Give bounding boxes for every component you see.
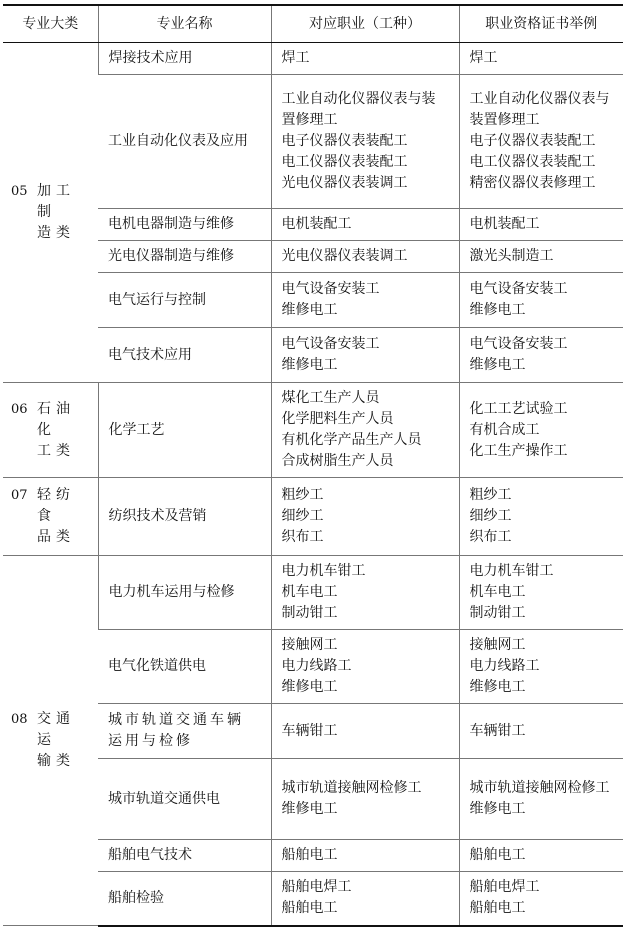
table-header [3, 5, 623, 43]
cert-item: 接触网工 [469, 637, 526, 653]
job-item: 船舶电工 [281, 847, 338, 863]
job-item: 接触网工 [281, 637, 338, 653]
job-item: 工业自动化仪器仪表与装置修理工 [281, 91, 436, 128]
major-name: 电机电器制造与维修 [108, 216, 234, 232]
jobs-cell [271, 75, 459, 209]
jobs-cell [271, 840, 459, 872]
cert-item: 化工工艺试验工 [469, 400, 568, 417]
major-cell [98, 478, 271, 556]
certs-cell [459, 273, 623, 328]
major-name: 工业自动化仪表及应用 [108, 133, 248, 149]
major-name: 光电仪器制造与维修 [108, 248, 234, 264]
cert-item: 电气设备安装工 [469, 336, 568, 352]
job-item: 电机装配工 [281, 216, 352, 232]
category-name: 加工制 造类 [37, 183, 75, 241]
cert-item: 电气设备安装工 [469, 281, 568, 297]
job-item: 电子仪器仪表装配工 [281, 133, 408, 149]
major-name: 焊接技术应用 [108, 50, 193, 66]
job-item: 维修电工 [281, 801, 338, 817]
job-item: 城市轨道接触网检修工 [281, 780, 422, 796]
certs-cell [459, 209, 623, 241]
certs-cell [459, 328, 623, 383]
job-item: 电力线路工 [281, 658, 352, 674]
category-label [11, 709, 92, 772]
major-cell [98, 75, 271, 209]
jobs-cell [271, 556, 459, 630]
category-code: 05 [11, 184, 28, 199]
major-name: 化学工艺 [108, 421, 165, 438]
cert-item: 维修电工 [469, 302, 526, 318]
header-jobs: 对应职业（工种） [271, 5, 459, 43]
job-item: 电气设备安装工 [281, 336, 380, 352]
header-certs: 职业资格证书举例 [459, 5, 623, 43]
major-cell [98, 872, 271, 926]
cert-item: 城市轨道接触网检修工 [469, 780, 610, 796]
category-code: 08 [11, 712, 28, 727]
category-name: 轻纺食 品类 [37, 487, 75, 545]
major-cell [98, 840, 271, 872]
table-body [3, 43, 623, 926]
cert-item: 电子仪器仪表装配工 [469, 133, 596, 149]
major-cell [98, 630, 271, 704]
jobs-cell [271, 43, 459, 75]
category-label [11, 485, 92, 548]
certs-cell [459, 43, 623, 75]
job-item: 电工仪器仪表装配工 [281, 154, 408, 170]
certs-cell [459, 75, 623, 209]
cert-item: 船舶电工 [469, 900, 526, 917]
certs-cell [459, 383, 623, 478]
cert-item: 焊工 [469, 50, 498, 66]
cert-item: 粗纱工 [469, 487, 512, 503]
jobs-cell [271, 759, 459, 840]
job-item: 维修电工 [281, 357, 338, 373]
job-item: 织布工 [281, 529, 324, 545]
jobs-cell [271, 209, 459, 241]
major-name: 城市轨道交通供电 [108, 790, 220, 807]
job-item: 船舶电焊工 [281, 879, 352, 896]
major-cell [98, 704, 271, 759]
table-row [3, 383, 623, 478]
certs-cell [459, 872, 623, 926]
job-item: 维修电工 [281, 302, 338, 318]
job-item: 车辆钳工 [281, 722, 338, 739]
major-cell [98, 328, 271, 383]
job-item: 焊工 [281, 50, 310, 66]
jobs-cell [271, 328, 459, 383]
category-name: 石油化 工类 [37, 400, 75, 459]
jobs-cell [271, 383, 459, 478]
job-item: 制动钳工 [281, 605, 338, 621]
category-cell [3, 43, 98, 383]
major-name: 电气技术应用 [108, 346, 192, 363]
job-item: 电气设备安装工 [281, 281, 380, 297]
job-item: 化学肥料生产人员 [281, 411, 394, 427]
jobs-cell [271, 273, 459, 328]
jobs-cell [271, 872, 459, 926]
category-label [11, 399, 92, 462]
cert-item: 电机装配工 [469, 216, 540, 232]
cert-item: 制动钳工 [469, 605, 526, 621]
job-item: 光电仪器仪表装调工 [281, 248, 408, 264]
cert-item: 细纱工 [469, 508, 512, 524]
cert-item: 织布工 [469, 529, 512, 545]
occupation-table [3, 4, 623, 927]
jobs-cell [271, 478, 459, 556]
category-code: 06 [11, 401, 28, 417]
category-cell [3, 556, 98, 926]
category-cell [3, 478, 98, 556]
certs-cell [459, 241, 623, 273]
category-code: 07 [11, 488, 28, 503]
major-name: 船舶电气技术 [108, 847, 192, 863]
major-cell [98, 759, 271, 840]
job-item: 粗纱工 [281, 487, 324, 503]
major-name: 电气运行与控制 [108, 291, 206, 308]
table-row [3, 556, 623, 630]
major-name: 船舶检验 [108, 889, 164, 906]
jobs-cell [271, 630, 459, 704]
major-name: 城市轨道交通车辆运用与检修 [108, 712, 244, 749]
cert-item: 船舶电焊工 [469, 879, 540, 896]
cert-item: 工业自动化仪器仪表与装置修理工 [469, 91, 610, 128]
major-cell [98, 273, 271, 328]
job-item: 有机化学产品生产人员 [281, 432, 422, 448]
cert-item: 化工生产操作工 [469, 442, 568, 459]
major-cell [98, 209, 271, 241]
cert-item: 电力机车钳工 [469, 563, 554, 579]
cert-item: 精密仪器仪表修理工 [469, 175, 596, 191]
certs-cell [459, 478, 623, 556]
cert-item: 机车电工 [469, 584, 526, 600]
job-item: 电力机车钳工 [281, 563, 366, 579]
job-item: 机车电工 [281, 584, 338, 600]
table-row [3, 43, 623, 75]
cert-item: 船舶电工 [469, 847, 526, 863]
jobs-cell [271, 704, 459, 759]
category-label [11, 181, 92, 244]
job-item: 维修电工 [281, 679, 338, 695]
certs-cell [459, 704, 623, 759]
major-cell [98, 556, 271, 630]
category-cell [3, 383, 98, 478]
cert-item: 车辆钳工 [469, 722, 526, 739]
cert-item: 电力线路工 [469, 658, 540, 674]
header-major: 专业名称 [98, 5, 271, 43]
job-item: 煤化工生产人员 [281, 390, 380, 406]
certs-cell [459, 556, 623, 630]
major-name: 电气化铁道供电 [108, 658, 206, 674]
certs-cell [459, 759, 623, 840]
certs-cell [459, 630, 623, 704]
category-name: 交通运 输类 [37, 711, 75, 769]
cert-item: 维修电工 [469, 357, 526, 373]
job-item: 合成树脂生产人员 [281, 453, 394, 469]
major-cell [98, 241, 271, 273]
major-name: 纺织技术及营销 [108, 508, 207, 524]
cert-item: 激光头制造工 [469, 248, 554, 264]
cert-item: 维修电工 [469, 679, 526, 695]
job-item: 细纱工 [281, 508, 324, 524]
job-item: 光电仪器仪表装调工 [281, 175, 408, 191]
cert-item: 有机合成工 [469, 421, 540, 438]
cert-item: 电工仪器仪表装配工 [469, 154, 596, 170]
header-category: 专业大类 [3, 5, 98, 43]
table-row [3, 478, 623, 556]
jobs-cell [271, 241, 459, 273]
cert-item: 维修电工 [469, 801, 526, 817]
certs-cell [459, 840, 623, 872]
major-cell [98, 43, 271, 75]
major-name: 电力机车运用与检修 [108, 584, 235, 600]
major-cell [98, 383, 271, 478]
job-item: 船舶电工 [281, 900, 338, 917]
